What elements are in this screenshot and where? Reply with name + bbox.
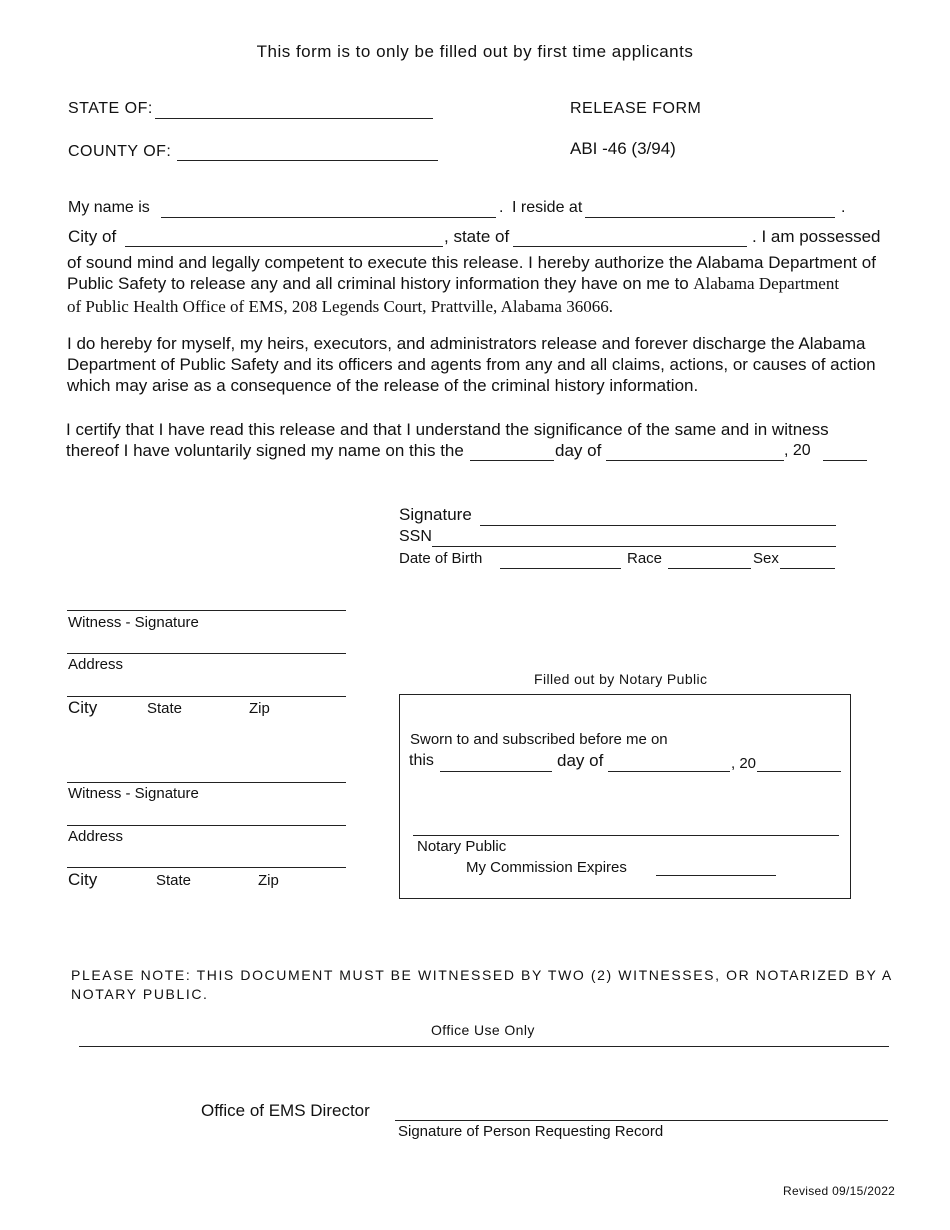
witness2-signature-field[interactable] <box>67 782 346 783</box>
name-field[interactable] <box>161 217 496 218</box>
witness1-city-label: City <box>68 698 98 717</box>
certify-line2: thereof I have voluntarily signed my name on this the <box>66 441 464 460</box>
commission-label: My Commission Expires <box>466 859 627 876</box>
notary-this-label: this <box>409 752 434 769</box>
paragraph1-line3: of sound mind and legally competent to execute this release. I hereby authorize the Alabama Department of <box>67 253 876 272</box>
certify-line1: I certify that I have read this release and that I understand the significance of the same and in witness <box>66 420 829 439</box>
ssn-field[interactable] <box>432 546 836 547</box>
certify-month-field[interactable] <box>606 460 784 461</box>
form-number: ABI -46 (3/94) <box>570 139 676 158</box>
certify-day-field[interactable] <box>470 460 554 461</box>
notary-day-field[interactable] <box>440 771 552 772</box>
notary-day-of-label: day of <box>557 751 604 770</box>
notary-signature-field[interactable] <box>413 835 839 836</box>
state-label: STATE OF: <box>68 100 153 117</box>
notary-sworn-text: Sworn to and subscribed before me on <box>410 731 668 748</box>
paragraph1-line5: of Public Health Office of EMS, 208 Legends Court, Prattville, Alabama 36066. <box>67 297 613 316</box>
period-text: . <box>841 199 846 216</box>
please-note-line1: PLEASE NOTE: THIS DOCUMENT MUST BE WITNESSED BY TWO (2) WITNESSES, OR NOTARIZED BY A <box>71 967 893 983</box>
county-label: COUNTY OF: <box>68 143 172 160</box>
period-text: . <box>499 199 504 216</box>
reside-label: I reside at <box>512 199 583 216</box>
witness2-city-field[interactable] <box>67 867 346 868</box>
ssn-label: SSN <box>399 528 432 545</box>
witness2-signature-label: Witness - Signature <box>68 785 199 802</box>
county-field[interactable] <box>177 160 438 161</box>
release-form-title: RELEASE FORM <box>570 100 702 117</box>
notary-caption: Filled out by Notary Public <box>534 671 708 687</box>
notary-public-label: Notary Public <box>417 838 507 855</box>
notary-year-prefix: , 20 <box>731 755 757 772</box>
please-note-line2: NOTARY PUBLIC. <box>71 986 209 1002</box>
paragraph1-line4-serif: Alabama Department <box>693 274 840 293</box>
witness1-city-field[interactable] <box>67 696 346 697</box>
witness1-signature-field[interactable] <box>67 610 346 611</box>
city-field[interactable] <box>125 246 443 247</box>
notary-month-field[interactable] <box>608 771 730 772</box>
certify-day-of-label: day of <box>555 441 602 460</box>
office-use-label: Office Use Only <box>431 1022 535 1038</box>
form-instruction: This form is to only be filled out by first time applicants <box>256 42 694 61</box>
revised-date: Revised 09/15/2022 <box>783 1184 896 1198</box>
my-name-label: My name is <box>68 199 150 216</box>
state-of-label: , state of <box>444 227 510 246</box>
requesting-signature-label: Signature of Person Requesting Record <box>398 1123 664 1140</box>
race-field[interactable] <box>668 568 751 569</box>
signature-field[interactable] <box>480 525 836 526</box>
witness1-address-label: Address <box>68 656 124 673</box>
witness2-state-label: State <box>156 872 192 889</box>
notary-year-field[interactable] <box>757 771 841 772</box>
witness2-address-label: Address <box>68 828 124 845</box>
sex-field[interactable] <box>780 568 835 569</box>
race-label: Race <box>627 550 663 567</box>
office-use-divider <box>79 1046 889 1047</box>
commission-field[interactable] <box>656 875 776 876</box>
certify-year-field[interactable] <box>823 460 867 461</box>
witness1-address-field[interactable] <box>67 653 346 654</box>
witness2-city-label: City <box>68 870 98 889</box>
possessed-text: . I am possessed <box>752 227 881 246</box>
state-field-2[interactable] <box>513 246 747 247</box>
witness1-zip-label: Zip <box>249 700 270 717</box>
witness1-state-label: State <box>147 700 183 717</box>
certify-year-prefix: , 20 <box>784 442 811 459</box>
release-paragraph: I do hereby for myself, my heirs, executors, and administrators release and forever discharge the Alabama Department of Public Safety and its officers and agents from any and all claims, actions, or causes of action which may arise as a consequence of the release of the criminal history information. <box>67 334 876 395</box>
state-field[interactable] <box>155 118 433 119</box>
paragraph1-line4 <box>67 274 839 294</box>
signature-label: Signature <box>399 505 472 524</box>
city-of-label: City of <box>68 227 117 246</box>
requesting-signature-field[interactable] <box>395 1120 888 1121</box>
witness1-signature-label: Witness - Signature <box>68 614 199 631</box>
witness2-zip-label: Zip <box>258 872 279 889</box>
sex-label: Sex <box>753 550 779 567</box>
dob-label: Date of Birth <box>399 550 483 567</box>
ems-director-label: Office of EMS Director <box>201 1101 370 1120</box>
dob-field[interactable] <box>500 568 621 569</box>
paragraph1-line4-sans: Public Safety to release any and all criminal history information they have on me to <box>67 274 689 293</box>
address-field[interactable] <box>585 217 835 218</box>
witness2-address-field[interactable] <box>67 825 346 826</box>
